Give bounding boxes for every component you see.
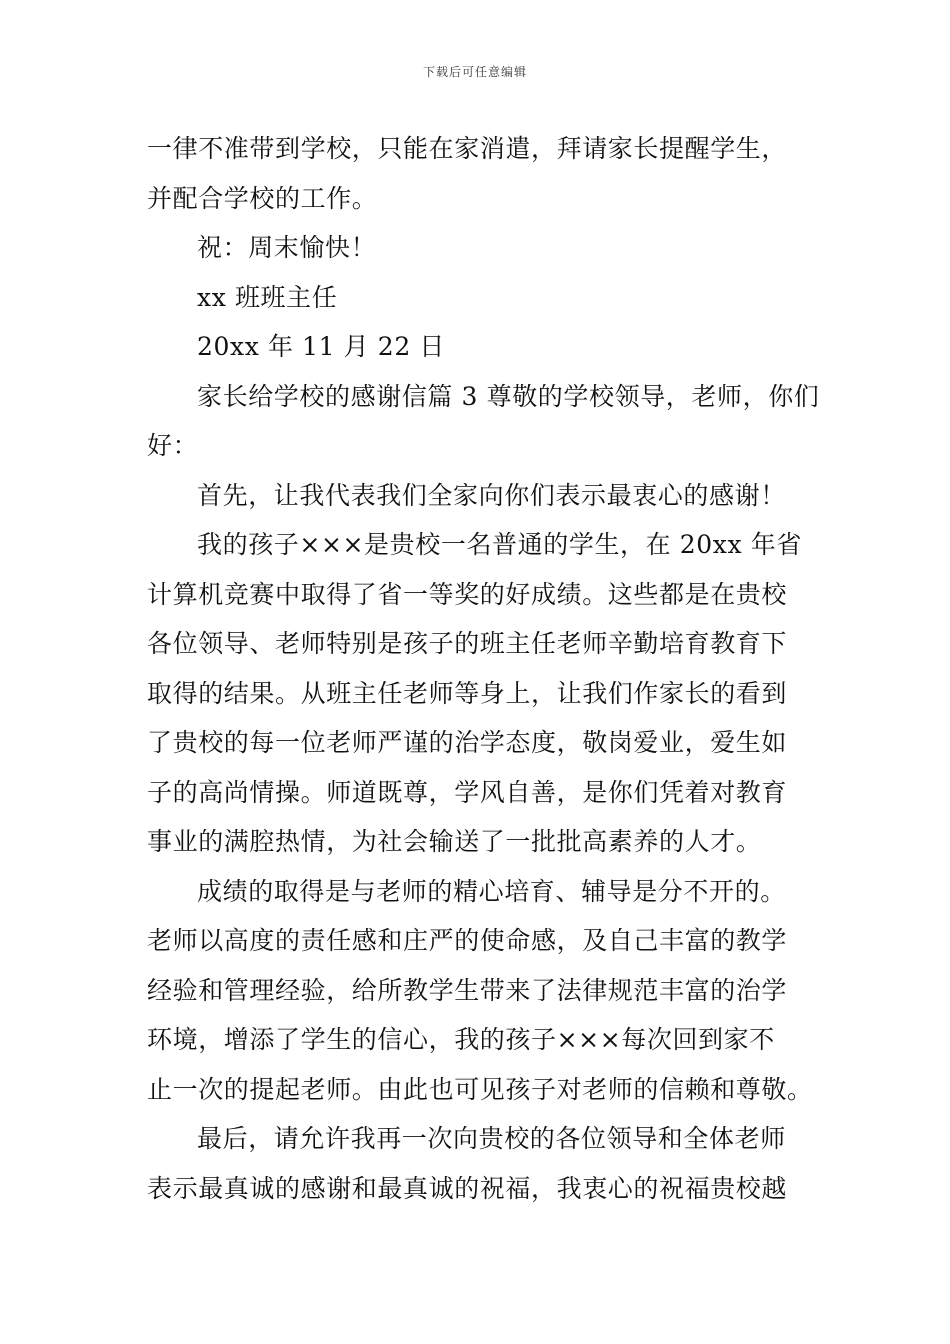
- text-line: 取得的结果。从班主任老师等身上，让我们作家长的看到: [147, 678, 788, 708]
- text-line: 成绩的取得是与老师的精心培育、辅导是分不开的。: [197, 876, 786, 906]
- text-line: 首先，让我代表我们全家向你们表示最衷心的感谢！: [197, 480, 786, 510]
- text-line: 最后，请允许我再一次向贵校的各位领导和全体老师: [197, 1124, 786, 1153]
- page-header: 下载后可任意编辑: [422, 65, 527, 79]
- text-line: 事业的满腔热情，为社会输送了一批批高素养的人才。: [147, 827, 762, 856]
- text-line: 计算机竞赛中取得了省一等奖的好成绩。这些都是在贵校: [147, 579, 788, 609]
- document-body: [147, 124, 820, 1213]
- text-line: xx 班班主任: [197, 282, 338, 312]
- text-line: 老师以高度的责任感和庄严的使命感，及自己丰富的教学: [147, 926, 788, 955]
- text-line: 并配合学校的工作。: [147, 183, 378, 213]
- text-line: 了贵校的每一位老师严谨的治学态度，敬岗爱业，爱生如: [147, 728, 788, 757]
- text-line: 环境，增添了学生的信心，我的孩子×××每次回到家不: [147, 1025, 775, 1054]
- text-line: 我的孩子×××是贵校一名普通的学生，在 20xx 年省: [197, 530, 802, 559]
- text-line: 好：: [147, 431, 199, 460]
- text-line: 祝：周末愉快！: [197, 233, 377, 262]
- text-line: 各位领导、老师特别是孩子的班主任老师辛勤培育教育下: [147, 629, 788, 658]
- text-line: 经验和管理经验，给所教学生带来了法律规范丰富的治学: [147, 975, 788, 1005]
- text-line: 止一次的提起老师。由此也可见孩子对老师的信赖和尊敬。: [147, 1074, 813, 1104]
- text-line: 20xx 年 11 月 22 日: [197, 332, 445, 361]
- text-line: 家长给学校的感谢信篇 3 尊敬的学校领导，老师，你们: [197, 381, 820, 411]
- text-line: 一律不准带到学校，只能在家消遣，拜请家长提醒学生，: [147, 134, 788, 163]
- text-line: 表示最真诚的感谢和最真诚的祝福，我衷心的祝福贵校越: [147, 1173, 788, 1203]
- text-line: 子的高尚情操。师道既尊，学风自善，是你们凭着对教育: [147, 777, 788, 807]
